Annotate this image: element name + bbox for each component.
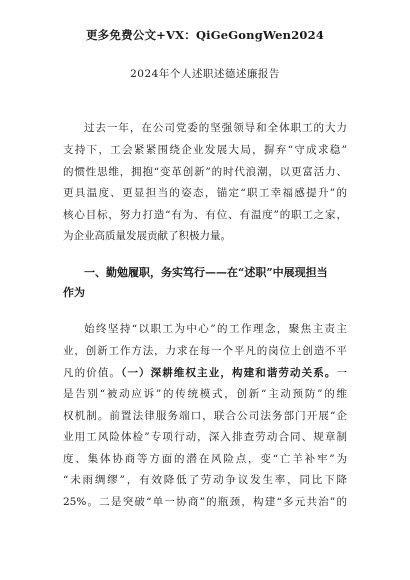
paragraph-line: 权机制。前置法律服务端口，联合公司法务部门开展“企: [63, 410, 347, 422]
paragraph-line: 业用工风险体检”专项行动，深入排查劳动合同、规章制: [63, 431, 347, 443]
paragraph-line: 更具温度、更显担当的姿态，锚定“职工幸福感提升”的: [63, 187, 347, 199]
paragraph-line: 业，创新工作方法，力求在每一个平凡的岗位上创造不平: [63, 345, 347, 357]
paragraph-line: 支持下，工会紧紧围绕企业发展大局，摒弃“守成求稳”: [63, 144, 347, 156]
section-heading: 一、勤勉履职，务实笃行——在“述职”中展现担当: [84, 266, 328, 279]
paragraph-line: 为企业高质量发展贡献了积极力量。: [63, 230, 231, 242]
paragraph-line: 25%。二是突破“单一协商”的瓶颈，构建“多元共治”的: [63, 496, 347, 508]
section-heading: 作为: [63, 286, 85, 299]
paragraph-line: 度、集体协商等方面的潜在风险点，变“亡羊补牢”为: [63, 453, 347, 465]
document-title: 2024年个人述职述德述廉报告: [130, 68, 280, 80]
paragraph-line: 的惯性思维，拥抱“变革创新”的时代浪潮，以更富活力、: [63, 166, 347, 178]
paragraph-line: 始终坚持“以职工为中心”的工作理念，聚焦主责主: [84, 323, 347, 335]
paragraph-line: 是告别“被动应诉”的传统模式，创新“主动预防”的维: [63, 388, 347, 400]
paragraph-text: 一: [336, 367, 348, 379]
paragraph-line: 核心目标，努力打造“有为、有位、有温度”的职工之家，: [63, 209, 347, 221]
paragraph-line: 过去一年，在公司党委的坚强领导和全体职工的大力: [84, 122, 347, 134]
paragraph-line: “未雨绸缪”，有效降低了劳动争议发生率，同比下降: [63, 474, 347, 486]
paragraph-line-with-subheading: [63, 366, 347, 380]
watermark-header: 更多免费公文+VX：QiGeGongWen2024: [85, 28, 325, 42]
subheading-inline: （一）深耕维权主业，构建和谐劳动关系。: [121, 367, 337, 379]
paragraph-text: 凡的价值。: [63, 367, 122, 379]
